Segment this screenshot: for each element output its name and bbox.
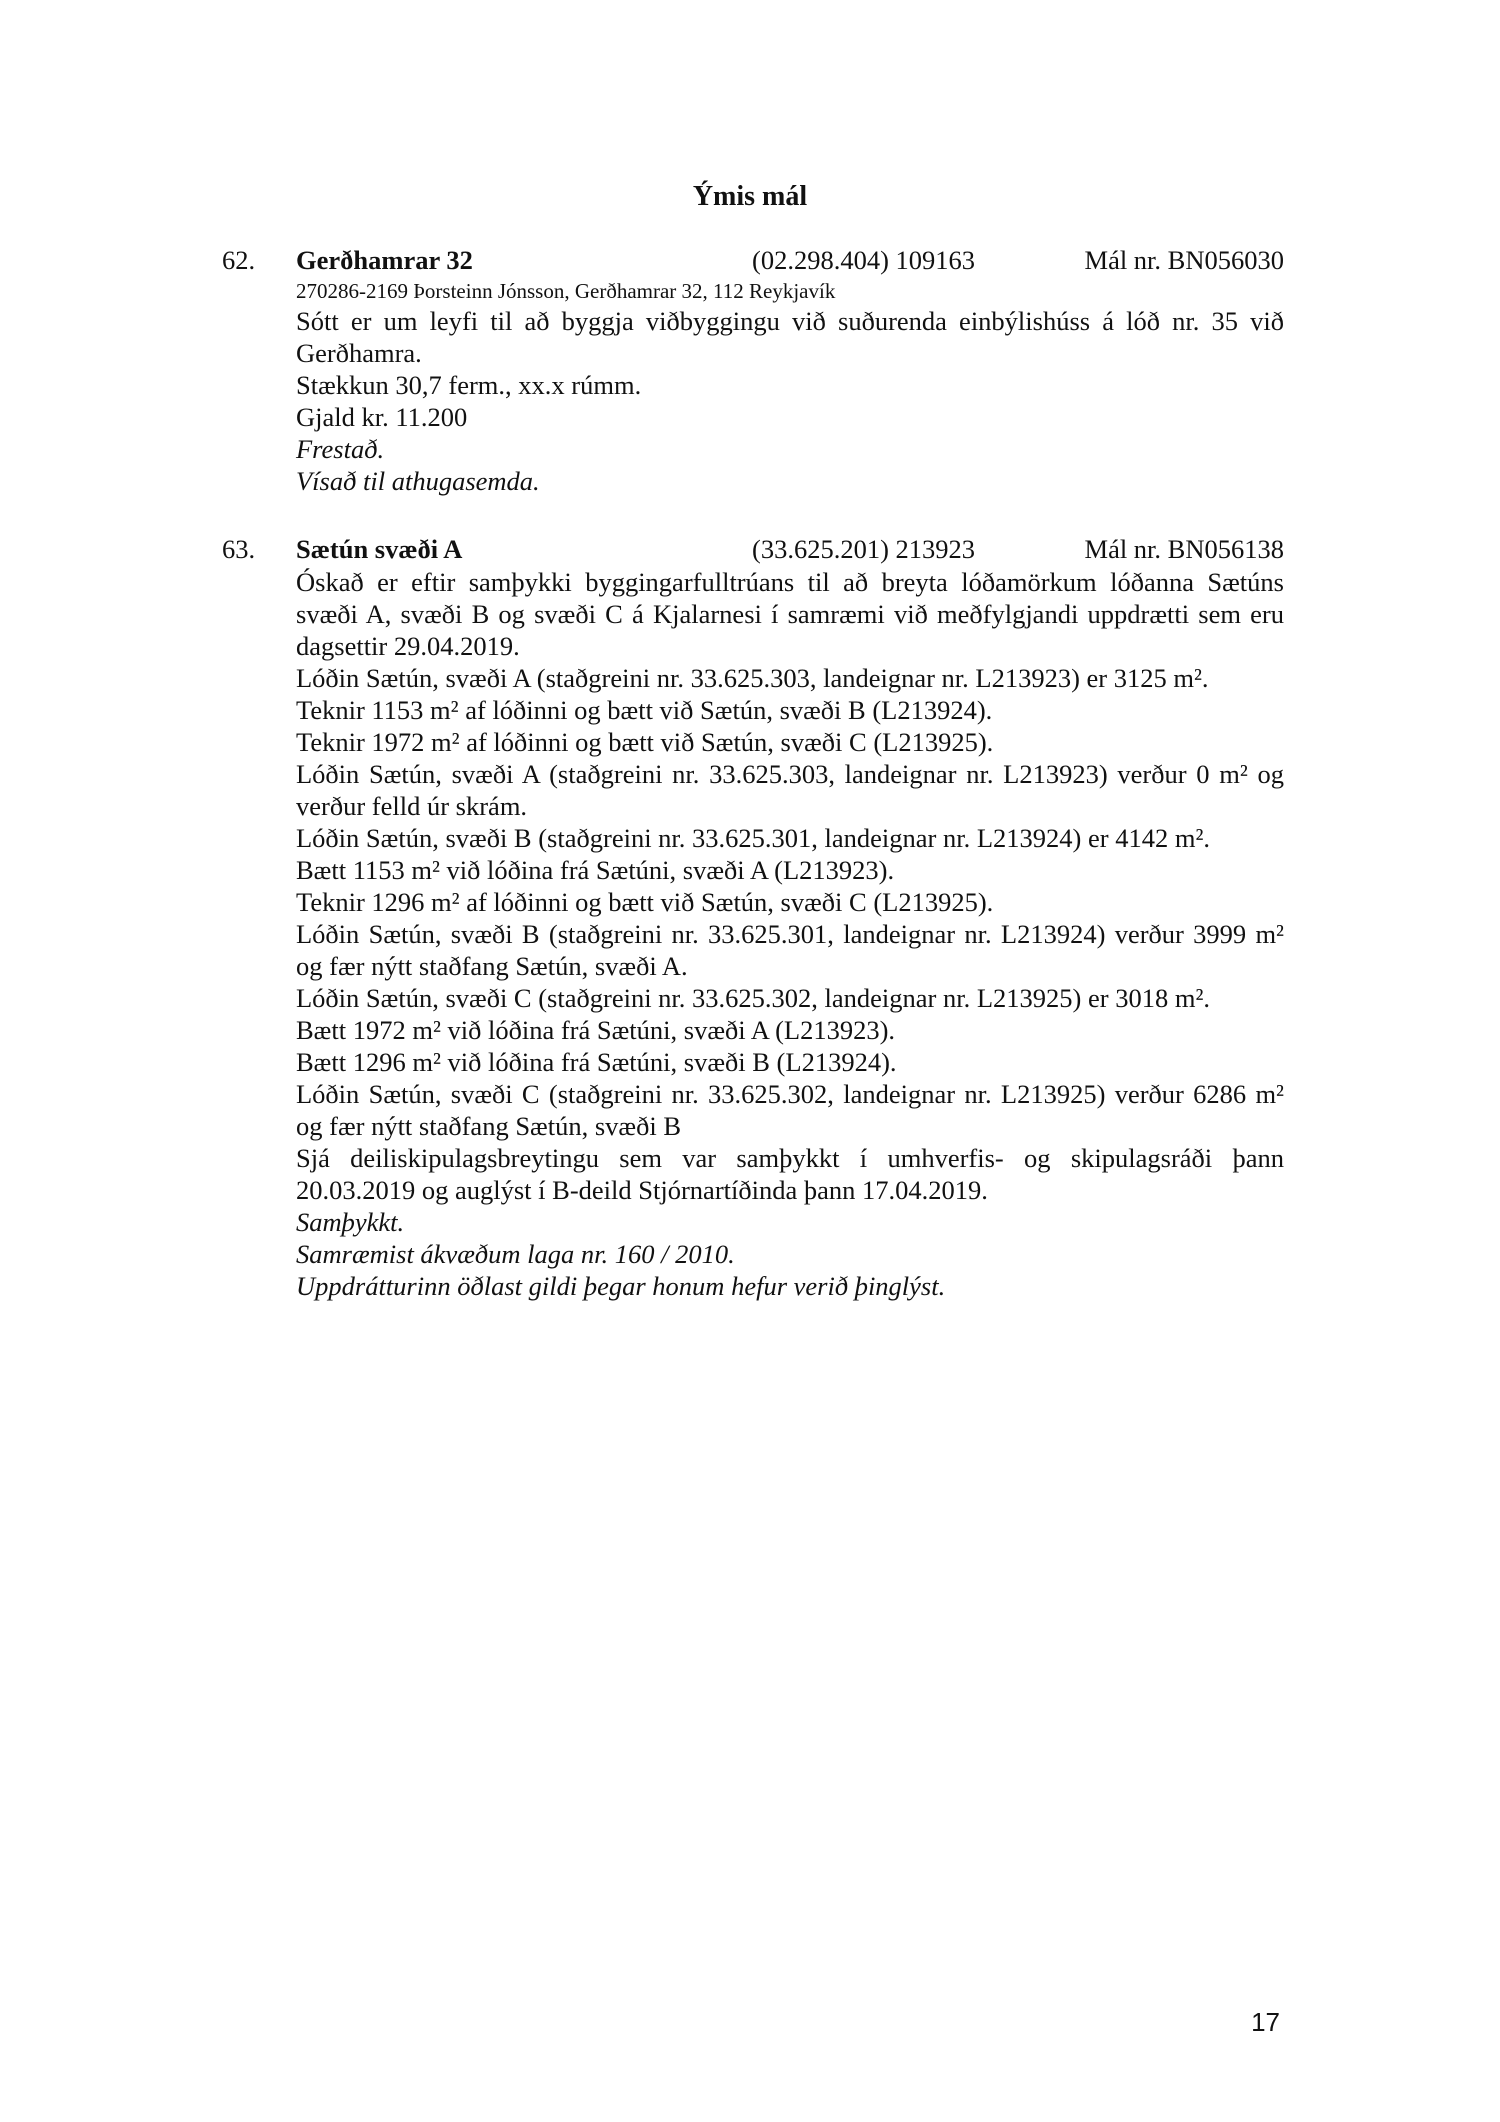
case-address: Sætún svæði A bbox=[296, 534, 463, 564]
case-number: 62. bbox=[222, 245, 256, 275]
case-line: Sótt er um leyfi til að byggja viðbyggingu við suðurenda einbýlishúss á lóð nr. 35 við Gerðhamra. bbox=[296, 306, 1284, 368]
case-entry bbox=[222, 533, 1284, 1302]
case-address: Gerðhamrar 32 bbox=[296, 245, 473, 275]
decision-line: Samræmist ákvæðum laga nr. 160 / 2010. bbox=[296, 1239, 735, 1269]
case-reference-number: Mál nr. BN056030 bbox=[1084, 245, 1284, 275]
case-property-ids: (02.298.404) 109163 bbox=[752, 245, 976, 275]
decision-line: Samþykkt. bbox=[296, 1207, 405, 1237]
case-line: Stækkun 30,7 ferm., xx.x rúmm. bbox=[296, 370, 642, 400]
case-line: Lóðin Sætún, svæði B (staðgreini nr. 33.625.301, landeignar nr. L213924) er 4142 m². bbox=[296, 823, 1211, 853]
section-title: Ýmis mál bbox=[692, 181, 808, 212]
applicant: 270286-2169 Þorsteinn Jónsson, Gerðhamrar 32, 112 Reykjavík bbox=[296, 279, 836, 303]
case-header bbox=[222, 244, 1284, 277]
case-line: Bætt 1296 m² við lóðina frá Sætúni, svæði B (L213924). bbox=[296, 1047, 897, 1077]
decision-line: Uppdrátturinn öðlast gildi þegar honum hefur verið þinglýst. bbox=[296, 1271, 946, 1301]
page-number: 17 bbox=[1251, 2007, 1280, 2037]
case-line: Teknir 1296 m² af lóðinni og bætt við Sætún, svæði C (L213925). bbox=[296, 887, 994, 917]
case-reference-number: Mál nr. BN056138 bbox=[1084, 534, 1284, 564]
decision-line: Vísað til athugasemda. bbox=[296, 466, 540, 496]
case-line: Lóðin Sætún, svæði A (staðgreini nr. 33.625.303, landeignar nr. L213923) verður 0 m² og verður felld úr skrám. bbox=[296, 759, 1284, 821]
case-body bbox=[296, 566, 1284, 1302]
case-line: Teknir 1153 m² af lóðinni og bætt við Sætún, svæði B (L213924). bbox=[296, 695, 993, 725]
case-body bbox=[296, 277, 1284, 497]
case-line: Lóðin Sætún, svæði C (staðgreini nr. 33.625.302, landeignar nr. L213925) er 3018 m². bbox=[296, 983, 1211, 1013]
case-line: Lóðin Sætún, svæði B (staðgreini nr. 33.625.301, landeignar nr. L213924) verður 3999 m² og fær nýtt staðfang Sætún, svæði A. bbox=[296, 919, 1284, 981]
case-line: Lóðin Sætún, svæði A (staðgreini nr. 33.625.303, landeignar nr. L213923) er 3125 m². bbox=[296, 663, 1209, 693]
case-line: Bætt 1153 m² við lóðina frá Sætúni, svæði A (L213923). bbox=[296, 855, 895, 885]
case-line: Óskað er eftir samþykki byggingarfulltrúans til að breyta lóðamörkum lóðanna Sætúns svæði A, svæði B og svæði C á Kjalarnesi í samræmi við meðfylgjandi uppdrætti sem eru dagsettir 29.04.2019. bbox=[296, 567, 1284, 661]
case-line: Sjá deiliskipulagsbreytingu sem var samþykkt í umhverfis- og skipulagsráði þann 20.03.2019 og auglýst í B-deild Stjórnartíðinda þann 17.04.2019. bbox=[296, 1143, 1284, 1205]
case-entry bbox=[222, 244, 1284, 497]
case-line: Teknir 1972 m² af lóðinni og bætt við Sætún, svæði C (L213925). bbox=[296, 727, 994, 757]
case-property-ids: (33.625.201) 213923 bbox=[752, 534, 976, 564]
case-line: Bætt 1972 m² við lóðina frá Sætúni, svæði A (L213923). bbox=[296, 1015, 896, 1045]
case-line: Lóðin Sætún, svæði C (staðgreini nr. 33.625.302, landeignar nr. L213925) verður 6286 m² og fær nýtt staðfang Sætún, svæði B bbox=[296, 1079, 1284, 1141]
case-line: Gjald kr. 11.200 bbox=[296, 402, 468, 432]
case-number: 63. bbox=[222, 534, 256, 564]
case-header bbox=[222, 533, 1284, 566]
decision-line: Frestað. bbox=[296, 434, 385, 464]
